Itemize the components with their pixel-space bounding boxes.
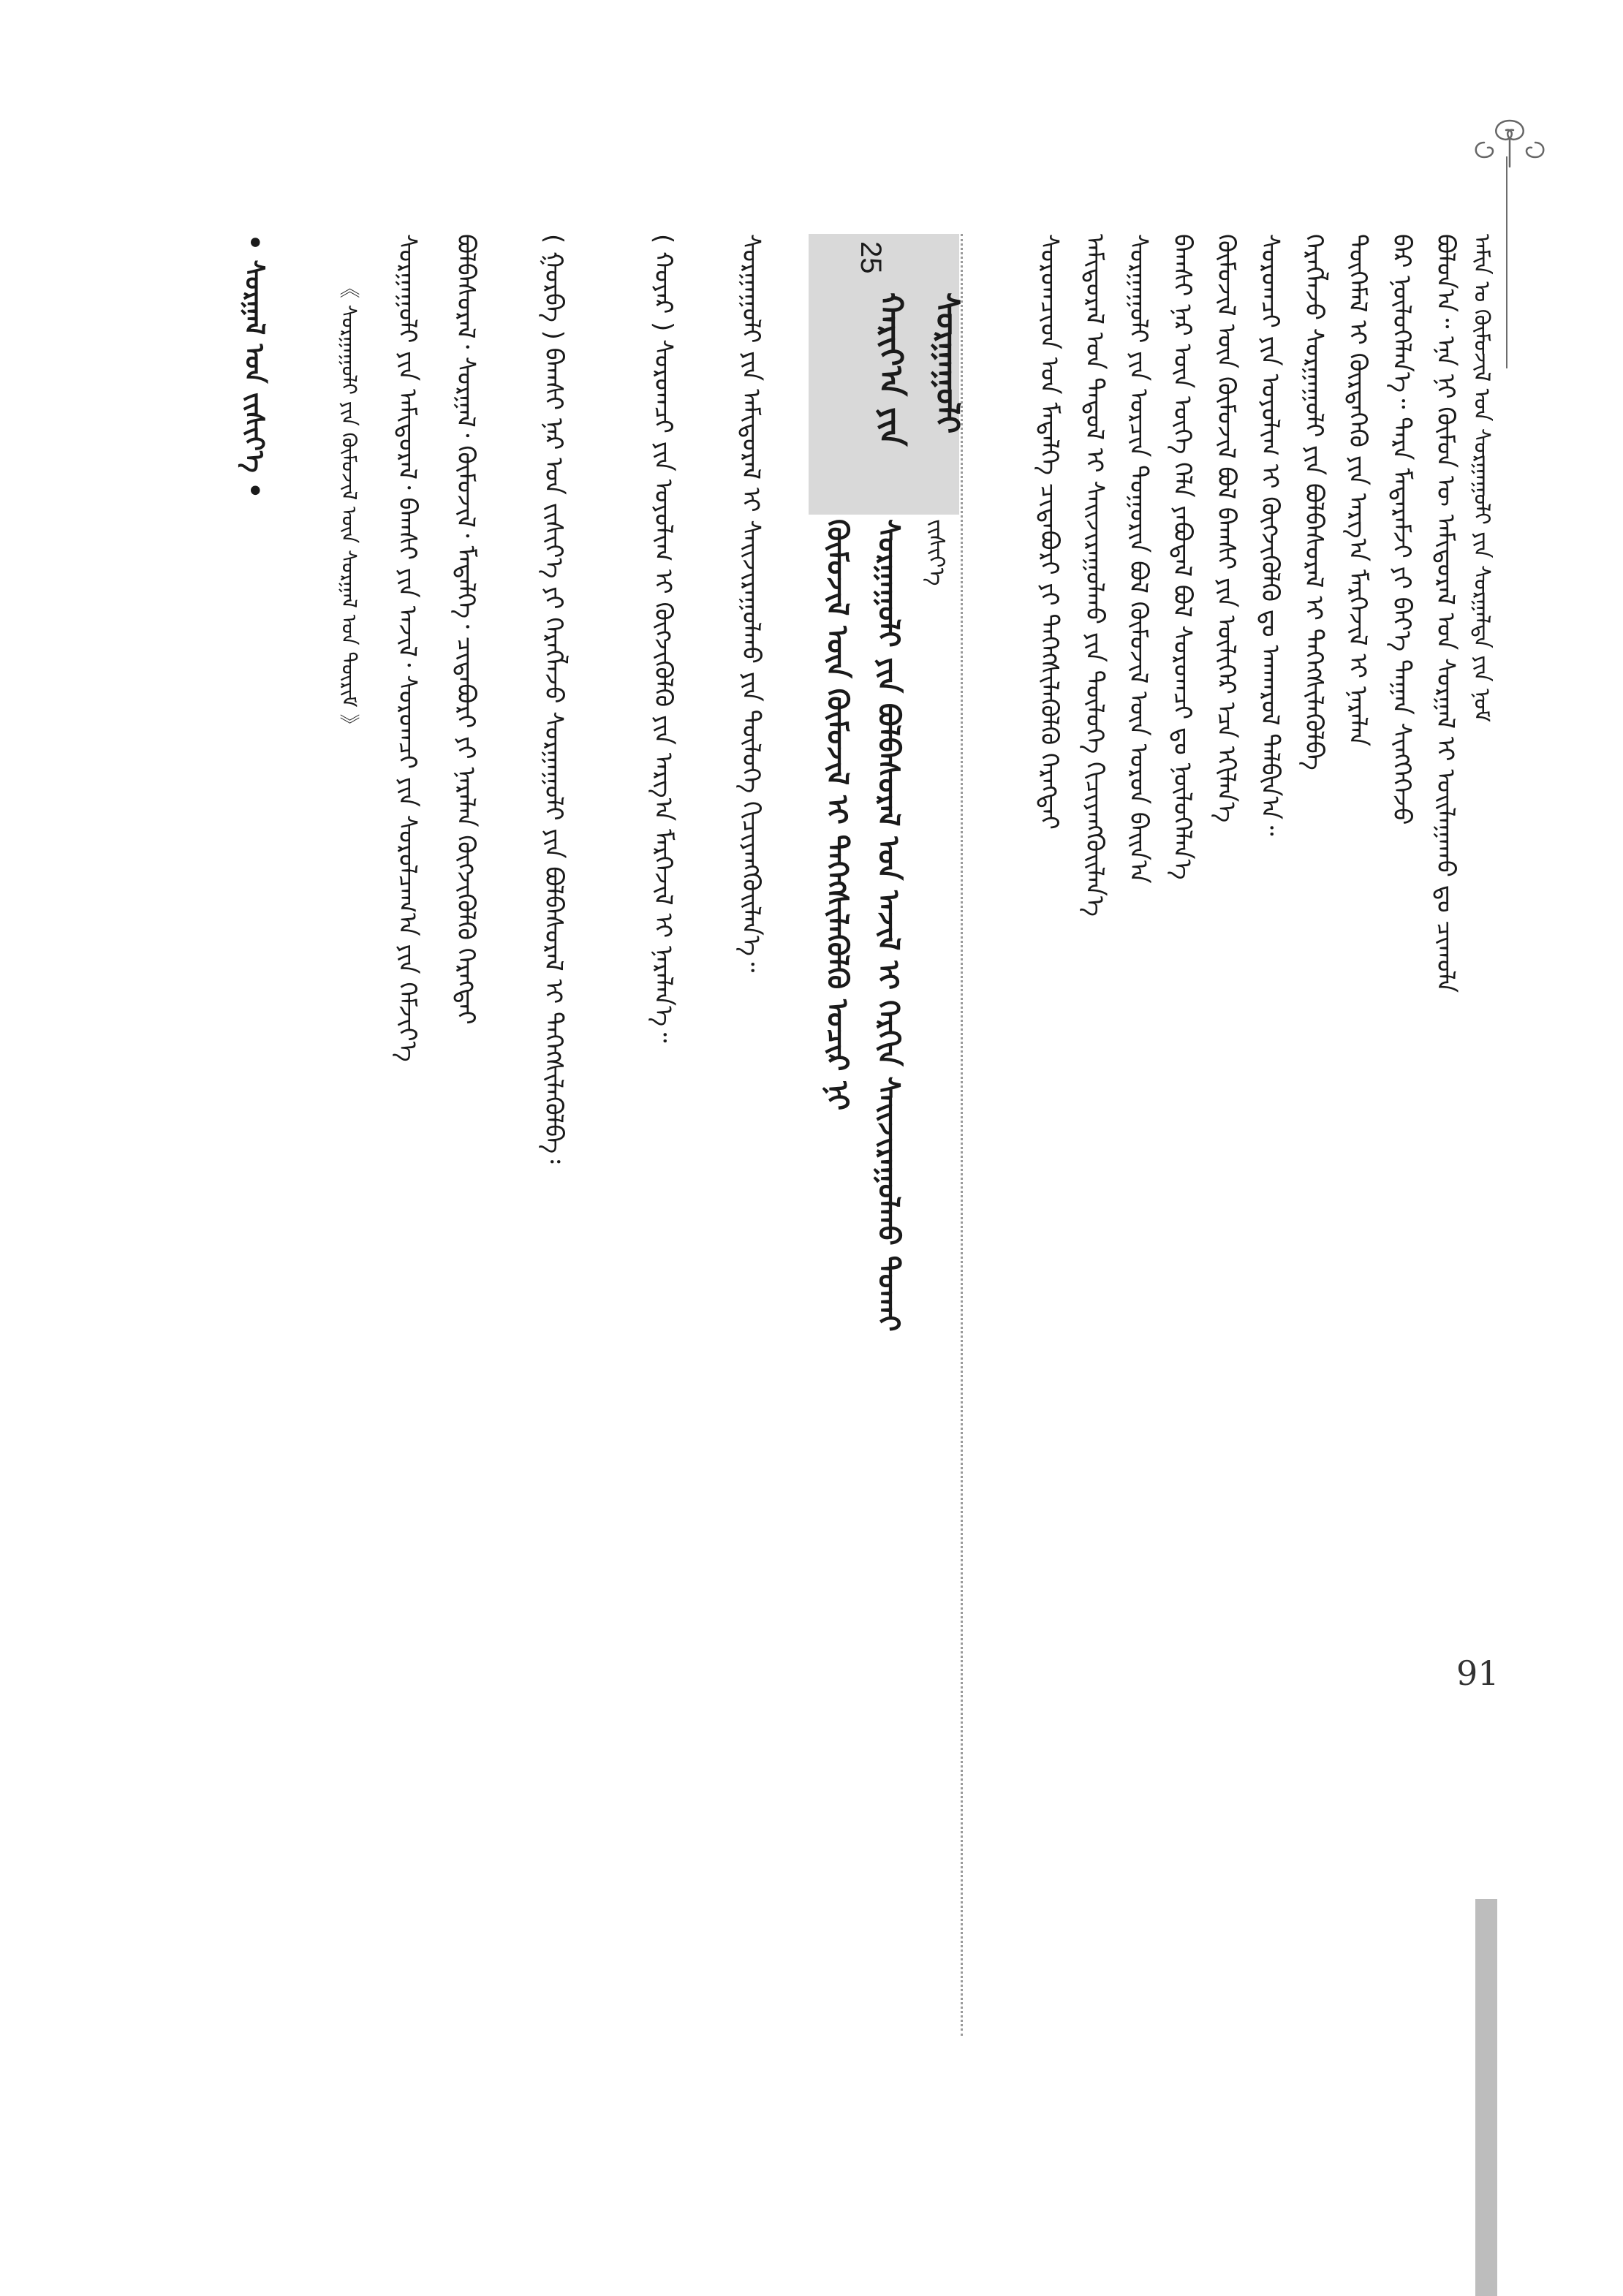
section-title-label: ᠬᠠᠷᠢᠶ᠎ᠠ ᠶᠢᠨ ᠰᠤᠷᠭᠠᠭᠤᠯᠢ bbox=[872, 292, 966, 447]
paragraph-line: ᠰᠤᠷᠭᠠᠭᠤᠯᠢ ᠶᠢᠨ ᠠᠮᠢᠳᠤᠷᠠᠯ ᠢ ᠰᠠᠢᠵᠢᠷᠠᠭᠤᠯᠬᠤ ᠶᠢᠨ ᠲᠥᠯᠦᠭᠡ ᠬᠢᠴᠢᠶᠡᠩᠭᠦᠢᠯᠡᠨ᠎ᠡ᠃ bbox=[736, 234, 765, 973]
body-line: ᠰᠤᠷᠤᠭᠴᠢ ᠶᠢᠨ ᠤᠶᠤᠯᠢᠭ ᠢ ᠬᠥᠭᠵᠢᠭᠦᠯᠬᠦ ᠳᠤ ᠠᠨᠬᠠᠷᠤᠯ ᠲᠠᠯᠪᠢᠨ᠎ᠠ᠃ bbox=[1255, 234, 1285, 836]
running-head: ᠠᠮᠢᠨ ᠤ ᠬᠦᠮᠦᠵᠢᠯ ᠤᠨ ᠰᠤᠷᠭᠠᠭᠤᠯᠢ ᠶᠢᠨ ᠰᠤᠷᠭᠠᠯᠲᠠ ᠶᠢᠨ ᠨᠣᠮ bbox=[1469, 234, 1494, 722]
body-line: ᠠᠮᠢᠳᠤᠷᠠᠯ ᠤᠨ ᠳᠠᠳᠤᠯ ᠢ ᠰᠠᠢᠵᠢᠷᠠᠭᠤᠯᠬᠤ ᠶᠢᠨ ᠲᠥᠯᠦᠭᠡ ᠬᠢᠴᠢᠶᠡᠩᠭᠦᠢᠯᠡᠨ᠎ᠡ bbox=[1080, 234, 1109, 917]
section-heading-line: ᠰᠤᠷᠭᠠᠭᠤᠯᠢ ᠶᠢᠨ ᠪᠣᠯᠪᠠᠰᠤᠷᠠᠯ ᠤᠨ ᠠᠵᠢᠯ ᠢ ᠬᠡᠷᠬᠢᠨ ᠰᠠᠢᠵᠢᠷᠠᠭᠤᠯᠬᠤ ᠲᠤᠬᠠᠢ bbox=[871, 519, 905, 1332]
centered-heading: • ᠰᠤᠷᠭᠠᠯ ᠤᠨ ᠵᠢᠱᠢᠶ᠎ᠡ • bbox=[239, 234, 269, 499]
body-line: ᠰᠤᠷᠭᠠᠭᠤᠯᠢ ᠶᠢᠨ ᠣᠷᠴᠢᠨ ᠲᠣᠭᠣᠷᠢᠨ ᠪᠣᠯ ᠬᠦᠮᠦᠵᠢᠯ ᠦᠨ ᠣᠷᠣᠨ ᠪᠠᠢᠨ᠎ᠠ bbox=[1124, 234, 1153, 884]
section-title-box bbox=[809, 234, 966, 515]
body-line: ᠬᠦᠮᠦᠵᠢᠯ ᠦᠨ ᠬᠦᠮᠦᠵᠢᠯ ᠪᠣᠯ ᠪᠠᠭᠰᠢ ᠶᠢᠨ ᠦᠯᠢᠭᠡᠷ ᠡᠴᠡ ᠡᠬᠢᠯᠡᠨ᠎ᠡ bbox=[1211, 234, 1241, 823]
flourish-ornament-icon bbox=[1469, 117, 1550, 168]
page-number: 91 bbox=[1456, 1653, 1499, 1693]
paragraph-line: ( ᠭᠤᠷᠪᠠ ) ᠪᠠᠭᠰᠢ ᠨᠠᠷ ᠤᠨ ᠵᠢᠱᠢᠶ᠎ᠡ ᠶᠢ ᠬᠡᠷᠡᠭᠯᠡᠵᠦ ᠰᠤᠷᠭᠠᠭᠤᠯᠢ ᠶᠢᠨ ᠪᠣᠯᠪᠠᠰᠤᠷᠠᠯ ᠢ ᠳᠡᠭᠡᠭᠰᠢᠯᠡᠭᠦᠯᠪᠡ᠄ bbox=[539, 234, 568, 1164]
section-sub-label: ᠵᠢᠱᠢᠶ᠎ᠡ bbox=[923, 519, 949, 586]
body-line: ᠪᠣᠯᠤᠨ᠎ᠠ᠃ ᠡᠨᠡ ᠨᠢ ᠬᠦᠮᠦᠨ ᠦ ᠠᠮᠢᠳᠤᠷᠠᠯ ᠤᠨ ᠰᠤᠷᠭᠠᠯ ᠢ ᠣᠢᠯᠠᠭᠠᠬᠤ ᠳᠤ ᠴᠢᠬᠤᠯᠠ bbox=[1431, 234, 1460, 993]
paragraph-line: ᠪᠣᠯᠪᠠᠰᠤᠷᠠᠯ᠂ ᠰᠤᠷᠭᠠᠯ᠂ ᠬᠦᠮᠦᠵᠢᠯ᠂ ᠮᠡᠳᠡᠯᠭᠡ᠂ ᠴᠢᠳᠠᠪᠤᠷᠢ ᠶᠢ ᠨᠡᠷᠡᠯᠡᠨ ᠬᠥᠭᠵᠢᠭᠦᠯᠬᠦ ᠬᠡᠷᠡᠭᠲᠡᠢ bbox=[451, 234, 480, 1025]
thumb-tab bbox=[1475, 1899, 1497, 2296]
section-number: 25 bbox=[855, 241, 887, 274]
section-heading-line: ᠬᠦᠮᠦᠵᠢᠯ ᠦᠨ ᠬᠦᠮᠦᠵᠢᠯ ᠢ ᠳᠡᠭᠡᠭᠰᠢᠯᠡᠭᠦᠯᠬᠦ ᠤᠴᠢᠷ ᠨᠢ bbox=[820, 519, 854, 1110]
body-line: ᠪᠠᠭᠰᠢ ᠨᠠᠷ ᠦᠨ ᠦᠭᠡ ᠬᠡᠯᠡ ᠶᠠᠪᠤᠳᠠᠯ ᠪᠣᠯ ᠰᠤᠷᠤᠭᠴᠢ ᠳᠤ ᠨᠥᠯᠦᠭᠡᠯᠡᠨ᠎ᠡ bbox=[1168, 234, 1197, 880]
body-line: ᠰᠤᠷᠤᠭᠴᠢᠳ ᠤᠨ ᠮᠡᠳᠡᠯᠭᠡ ᠴᠢᠳᠠᠪᠤᠷᠢ ᠶᠢ ᠳᠡᠭᠡᠭᠰᠢᠯᠡᠭᠦᠯᠬᠦ ᠬᠡᠷᠡᠭᠲᠡᠢ bbox=[1034, 234, 1064, 830]
body-line: ᠲᠦᠭᠡᠮᠡᠯ ᠢ ᠬᠦᠷᠲᠡᠭᠡᠬᠦ ᠶᠢᠨ ᠠᠷᠭ᠎ᠠ ᠮᠡᠷᠭᠡᠵᠢᠯ ᠢ ᠨᠡᠷᠡᠯᠡᠨ bbox=[1343, 234, 1372, 747]
body-line: ᠪᠡᠷ ᠨᠥᠯᠦᠭᠡᠯᠡᠨ᠎ᠡ᠃ ᠲᠡᠷᠡ ᠮᠡᠳᠡᠷᠡᠮᠵᠢ ᠶᠢ ᠪᠡᠶ᠎ᠡ ᠲᠠᠭᠠᠨ ᠰᠢᠩᠭᠡᠭᠡᠵᠦ bbox=[1387, 234, 1416, 825]
body-line: ᠬᠡᠷᠡᠭᠯᠡᠵᠦ ᠰᠤᠷᠭᠠᠭᠤᠯᠢ ᠶᠢᠨ ᠪᠣᠯᠪᠠᠰᠤᠷᠠᠯ ᠢ ᠳᠡᠭᠡᠭᠰᠢᠯᠡᠭᠦᠯᠪᠡ bbox=[1299, 234, 1328, 770]
running-head-rule bbox=[1506, 156, 1507, 368]
paragraph-line: ᠰᠤᠷᠭᠠᠭᠤᠯᠢ ᠶᠢᠨ ᠠᠮᠢᠳᠤᠷᠠᠯ᠂ ᠪᠠᠭᠰᠢ ᠶᠢᠨ ᠠᠵᠢᠯ᠂ ᠰᠤᠷᠤᠭᠴᠢ ᠶᠢᠨ ᠰᠤᠷᠤᠯᠴᠠᠭ᠎ᠠ ᠶᠢᠨ ᠬᠡᠮᠵᠢᠶ᠎ᠡ bbox=[393, 234, 422, 1062]
paragraph-line: ( ᠬᠣᠶᠠᠷ ) ᠰᠤᠷᠤᠭᠴᠢ ᠶᠢᠨ ᠤᠶᠤᠯᠢᠭ ᠢ ᠬᠥᠭᠵᠢᠭᠦᠯᠬᠦ ᠶᠢᠨ ᠠᠷᠭ᠎ᠠ ᠮᠡᠷᠭᠡᠵᠢᠯ ᠢ ᠨᠡᠷᠡᠯᠡᠨ᠎ᠡ᠃ bbox=[648, 234, 678, 1043]
paragraph-line: 《 ᠰᠤᠷᠭᠠᠭᠤᠯᠢ ᠶᠢᠨ ᠬᠦᠮᠦᠵᠢᠯ ᠦᠨ ᠰᠤᠷᠭᠠᠯ ᠤᠨ ᠳᠦᠷᠢᠮ 》 bbox=[337, 278, 361, 735]
